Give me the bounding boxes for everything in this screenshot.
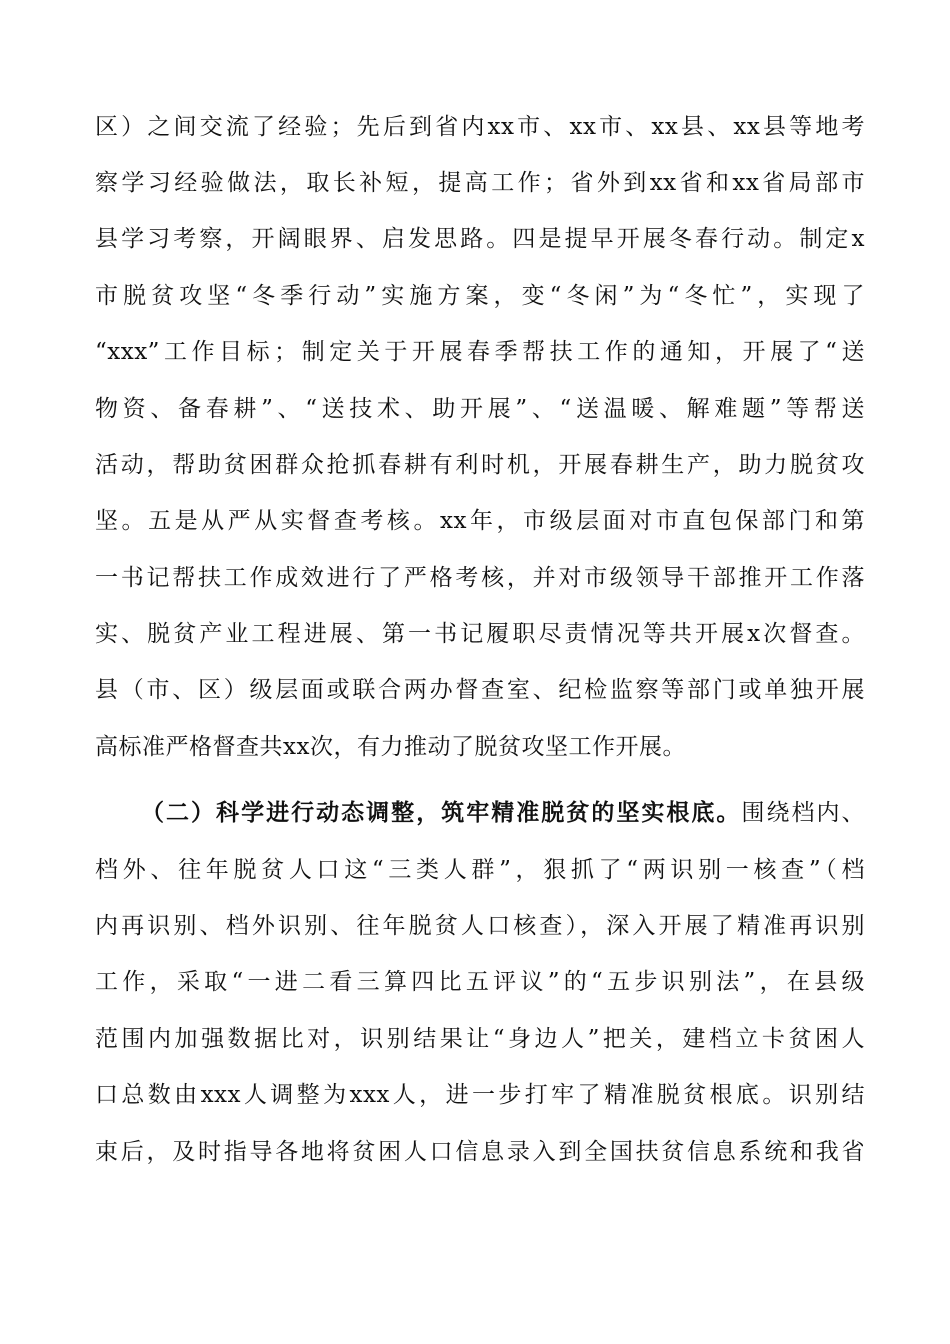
paragraph-1-line-9: 一书记帮扶工作成效进行了严格考核，并对市级领导干部推开工作落 [95,565,865,591]
paragraph-2-line-5: 范围内加强数据比对，识别结果让“身边人”把关，建档立卡贫困人 [95,1026,865,1052]
paragraph-1-line-5: “xxx”工作目标；制定关于开展春季帮扶工作的通知，开展了“送 [95,339,865,365]
paragraph-1-line-11: 县（市、区）级层面或联合两办督查室、纪检监察等部门或单独开展 [95,677,865,703]
paragraph-1-line-7: 活动，帮助贫困群众抢抓春耕有利时机，开展春耕生产，助力脱贫攻 [95,452,865,478]
paragraph-1-line-4: 市脱贫攻坚“冬季行动”实施方案，变“冬闲”为“冬忙”，实现了 [95,283,865,309]
paragraph-2-line-4: 工作，采取“一进二看三算四比五评议”的“五步识别法”，在县级 [95,969,865,995]
paragraph-2-line-1 [141,793,865,833]
paragraph-1-line-6: 物资、备春耕”、“送技术、助开展”、“送温暖、解难题”等帮送 [95,396,865,422]
paragraph-2-line-3: 内再识别、档外识别、往年脱贫人口核查），深入开展了精准再识别 [95,913,865,939]
paragraph-1-line-12: 高标准严格督查共xx次，有力推动了脱贫攻坚工作开展。 [95,734,686,760]
paragraph-2-line-2: 档外、往年脱贫人口这“三类人群”，狠抓了“两识别一核查”（档 [95,857,865,883]
section-heading: （二）科学进行动态调整，筑牢精准脱贫的坚实根底。 [141,799,742,826]
paragraph-1-line-8: 坚。五是从严从实督查考核。xx年，市级层面对市直包保部门和第 [95,508,865,534]
paragraph-1-line-10: 实、脱贫产业工程进展、第一书记履职尽责情况等共开展x次督查。 [95,621,865,647]
paragraph-2-line-6: 口总数由xxx人调整为xxx人，进一步打牢了精准脱贫根底。识别结 [95,1082,865,1108]
paragraph-2-line-7: 束后，及时指导各地将贫困人口信息录入到全国扶贫信息系统和我省 [95,1139,865,1165]
paragraph-1-line-3: 县学习考察，开阔眼界、启发思路。四是提早开展冬春行动。制定x [95,226,865,252]
paragraph-2-line-1-rest: 围绕档内、 [741,800,866,826]
paragraph-1-line-1: 区）之间交流了经验；先后到省内xx市、xx市、xx县、xx县等地考 [95,114,865,140]
paragraph-1-line-2: 察学习经验做法，取长补短，提高工作；省外到xx省和xx省局部市 [95,170,865,196]
